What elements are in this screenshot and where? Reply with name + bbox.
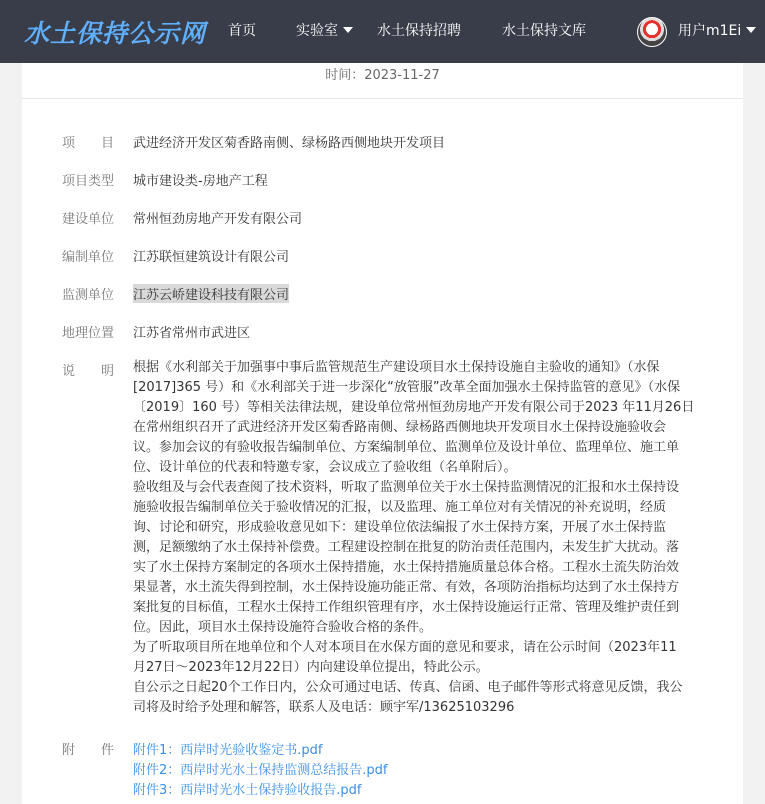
- field-label: 项目类型: [62, 174, 115, 189]
- attachment-link-2[interactable]: 附件2：西岸时光水土保持监测总结报告.pdf: [133, 763, 388, 778]
- field-label: 项 目: [62, 136, 115, 151]
- field-label: 附 件: [62, 743, 115, 758]
- description-line: 果显著，水土流失得到控制，水土保持设施功能正常、有效，各项防治指标均达到了水土保持方: [133, 580, 680, 595]
- description-line: 实了水土保持方案制定的各项水土保持措施，水土保持措施质量总体合格。工程水土流失防治效: [133, 560, 680, 575]
- description-line: 位。因此，项目水土保持设施符合验收合格的条件。: [133, 620, 433, 635]
- user-menu[interactable]: [678, 0, 756, 63]
- field-value: 城市建设类-房地产工程: [133, 174, 268, 189]
- field-label: 监测单位: [62, 288, 115, 303]
- field-label: 地理位置: [62, 326, 115, 341]
- project-detail-panel: [22, 63, 743, 804]
- description-line: 测，足额缴纳了水土保持补偿费。工程建设控制在批复的防治责任范围内，未发生扩大扰动。落: [133, 540, 680, 555]
- description-line: 为了听取项目所在地单位和个人对本项目在水保方面的意见和要求，请在公示时间（2023年11: [133, 640, 677, 655]
- nav-home[interactable]: 首页: [228, 23, 256, 39]
- field-value: 江苏云峤建设科技有限公司: [133, 284, 289, 303]
- site-logo[interactable]: 水土保持公示网: [24, 19, 207, 48]
- field-label: 说 明: [62, 364, 115, 379]
- description-line: 自公示之日起20个工作日内，公众可通过电话、传真、信函、电子邮件等形式将意见反馈，我公: [133, 680, 683, 695]
- field-value: 常州恒劲房地产开发有限公司: [133, 212, 303, 227]
- chevron-down-icon: [343, 27, 353, 33]
- top-navbar: [0, 0, 765, 63]
- field-value: 江苏省常州市武进区: [133, 326, 251, 341]
- description-line: 〔2019〕160 号）等相关法律法规，建设单位常州恒劲房地产开发有限公司于2023 年11月26日: [133, 400, 695, 415]
- attachment-link-3[interactable]: 附件3：西岸时光水土保持验收报告.pdf: [133, 783, 362, 798]
- description-text: [133, 358, 727, 718]
- field-label: 编制单位: [62, 250, 115, 265]
- chevron-down-icon: [746, 27, 756, 33]
- description-line: 案批复的目标值，工程水土保持工作组织管理有序，水土保持设施运行正常、管理及维护责任到: [133, 600, 680, 615]
- divider: [22, 98, 743, 99]
- description-line: 验收组及与会代表查阅了技术资料，听取了监测单位关于水土保持监测情况的汇报和水土保持设: [133, 480, 680, 495]
- description-line: 月27日～2023年12月22日）内向建设单位提出，特此公示。: [133, 660, 489, 675]
- description-line: 司将及时给予处理和解答，联系人及电话：顾宇军/13625103296: [133, 700, 515, 715]
- publish-time: 时间：2023-11-27: [325, 68, 440, 83]
- attachment-link-1[interactable]: 附件1：西岸时光验收鉴定书.pdf: [133, 743, 323, 758]
- description-line: 根据《水利部关于加强事中事后监管规范生产建设项目水土保持设施自主验收的通知》（水保: [133, 360, 660, 375]
- description-line: 询、讨论和研究，形成验收意见如下：建设单位依法编报了水土保持方案，开展了水土保持监: [133, 520, 667, 535]
- user-name: 用户m1Ei: [678, 23, 742, 39]
- description-line: 施验收报告编制单位关于验收情况的汇报，以及监理、施工单位对有关情况的补充说明，经质: [133, 500, 667, 515]
- nav-lab-label: 实验室: [296, 23, 338, 39]
- avatar[interactable]: [637, 17, 667, 47]
- nav-lab[interactable]: [296, 0, 353, 63]
- description-line: [2017]365 号）和《水利部关于进一步深化“放管服”改革全面加强水土保持监管的意见》（水保: [133, 380, 681, 395]
- field-value: 江苏联恒建筑设计有限公司: [133, 250, 290, 265]
- description-line: 在常州组织召开了武进经济开发区菊香路南侧、绿杨路西侧地块开发项目水土保持设施验收会: [133, 420, 667, 435]
- nav-recruit[interactable]: 水土保持招聘: [377, 23, 461, 39]
- field-label: 建设单位: [62, 212, 115, 227]
- description-line: 议。参加会议的有验收报告编制单位、方案编制单位、监测单位及设计单位、监理单位、施工单: [133, 440, 680, 455]
- nav-library[interactable]: 水土保持文库: [502, 23, 586, 39]
- description-line: 位、设计单位的代表和特邀专家，会议成立了验收组（名单附后）。: [133, 460, 517, 475]
- field-value: 武进经济开发区菊香路南侧、绿杨路西侧地块开发项目: [133, 136, 446, 151]
